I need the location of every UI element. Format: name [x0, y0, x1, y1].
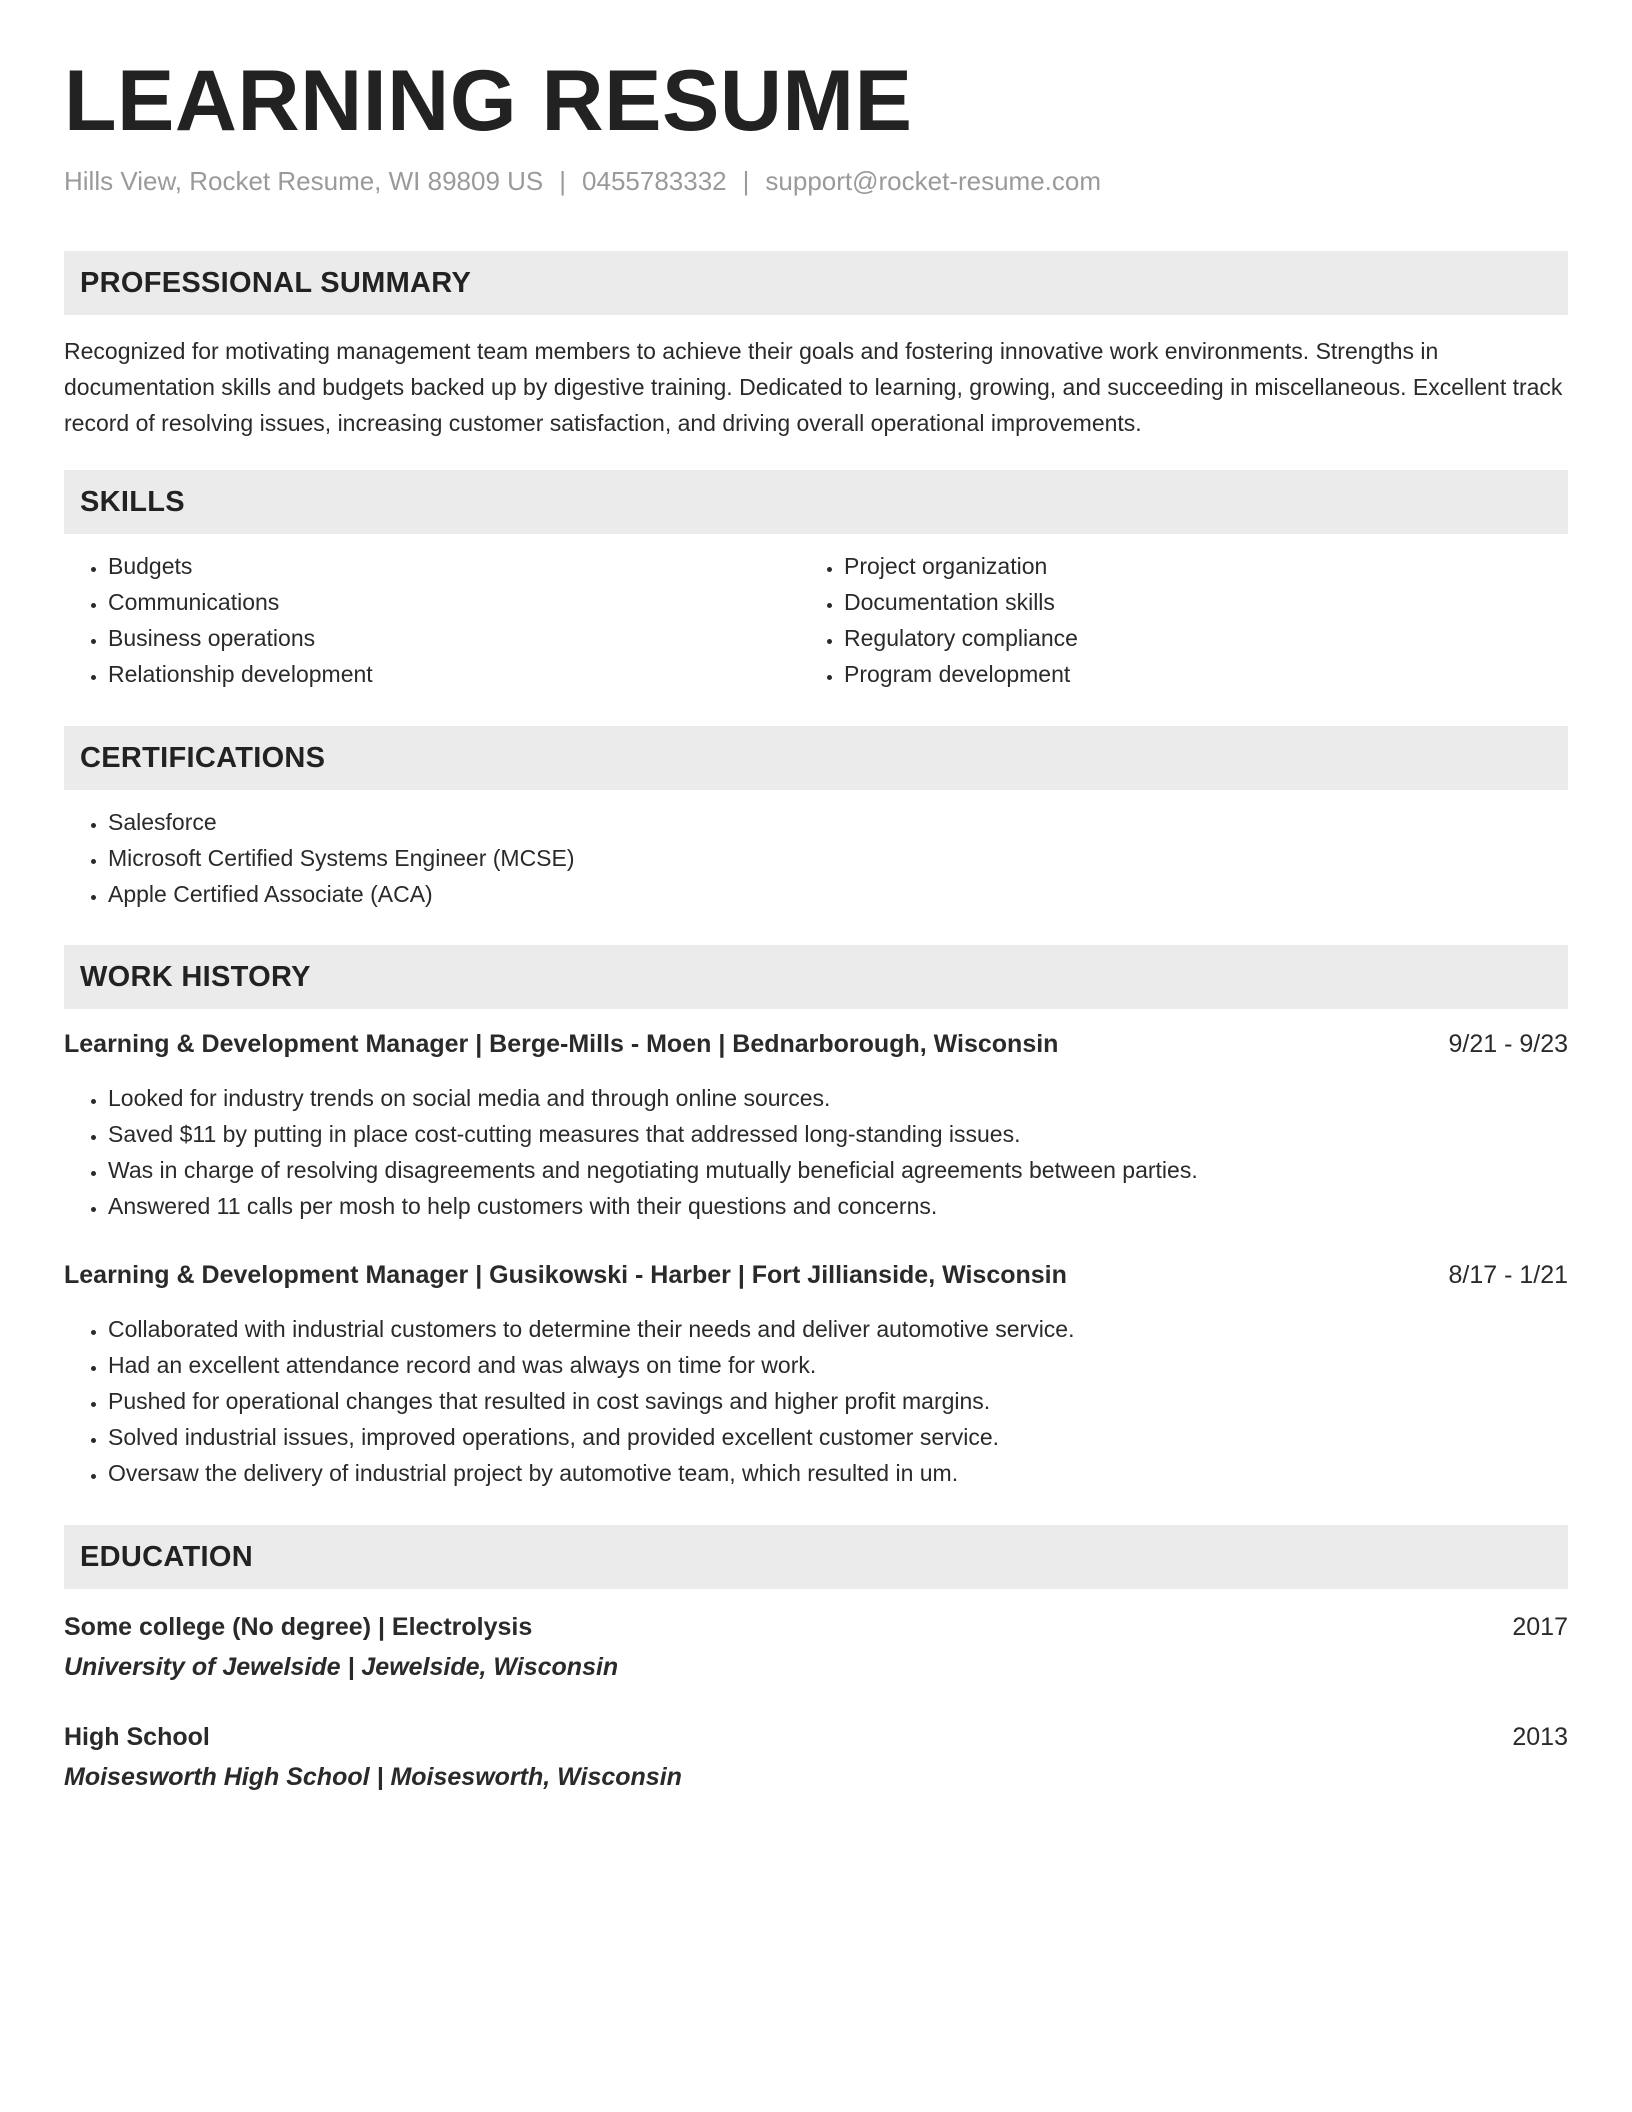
job-header [64, 1257, 1568, 1293]
education-school: University of Jewelside | Jewelside, Wisconsin [64, 1653, 619, 1681]
section-title: CERTIFICATIONS [80, 742, 326, 774]
section-header-education [64, 1525, 1568, 1589]
job-bullet: • Oversaw the delivery of industrial project by automotive team, which resulted in um. [108, 1455, 1568, 1491]
section-title: SKILLS [80, 486, 185, 518]
contact-phone: 0455783332 [582, 166, 727, 196]
job-dates: 8/17 - 1/21 [1448, 1261, 1568, 1289]
section-title: PROFESSIONAL SUMMARY [80, 267, 472, 299]
skill-item: • Communications [108, 584, 798, 620]
certification-item: • Apple Certified Associate (ACA) [108, 876, 1508, 912]
job-bullets [64, 1311, 1568, 1491]
section-header-certifications [64, 726, 1568, 790]
job-title: Learning & Development Manager | Berge-Mills - Moen | Bednarborough, Wisconsin [64, 1030, 1059, 1058]
section-header-skills [64, 470, 1568, 534]
skill-item: • Program development [844, 656, 1544, 692]
education-school: Moisesworth High School | Moisesworth, Wisconsin [64, 1763, 682, 1791]
section-header-work-history [64, 945, 1568, 1009]
skills-list-left [64, 548, 798, 692]
contact-line [64, 166, 1101, 197]
job-bullet: • Was in charge of resolving disagreements and negotiating mutually beneficial agreements between parties. [108, 1152, 1568, 1188]
skill-item: • Business operations [108, 620, 798, 656]
job-header [64, 1026, 1568, 1062]
summary-text: Recognized for motivating management team members to achieve their goals and fostering innovative work environments. Strengths in documentation skills and budgets backed up by digestive training. Dedicated to learning, growing, and succeeding in miscellaneous. Excellent track record of resolving issues, increasing customer satisfaction, and driving overall operational improvements. [64, 338, 1563, 436]
job-bullet: • Saved $11 by putting in place cost-cutting measures that addressed long-standing issues. [108, 1116, 1568, 1152]
job-bullet: • Pushed for operational changes that resulted in cost savings and higher profit margins. [108, 1383, 1568, 1419]
education-degree: Some college (No degree) | Electrolysis [64, 1613, 533, 1641]
education-year: 2013 [1512, 1723, 1568, 1751]
job-bullet: • Solved industrial issues, improved operations, and provided excellent customer service. [108, 1419, 1568, 1455]
skill-item: • Regulatory compliance [844, 620, 1544, 656]
contact-email: support@rocket-resume.com [765, 166, 1102, 196]
skill-item: • Project organization [844, 548, 1544, 584]
job-bullets [64, 1080, 1568, 1224]
contact-separator: | [559, 166, 567, 196]
section-title: WORK HISTORY [80, 961, 311, 993]
skill-item: • Relationship development [108, 656, 798, 692]
job-dates: 9/21 - 9/23 [1448, 1030, 1568, 1058]
job-title: Learning & Development Manager | Gusikowski - Harber | Fort Jillianside, Wisconsin [64, 1261, 1067, 1289]
job-bullet: • Looked for industry trends on social media and through online sources. [108, 1080, 1568, 1116]
job-bullet: • Collaborated with industrial customers to determine their needs and deliver automotive service. [108, 1311, 1568, 1347]
education-year: 2017 [1512, 1613, 1568, 1641]
job-bullet: • Had an excellent attendance record and was always on time for work. [108, 1347, 1568, 1383]
education-header [64, 1609, 1568, 1645]
contact-address: Hills View, Rocket Resume, WI 89809 US [64, 166, 544, 196]
certification-item: • Microsoft Certified Systems Engineer (MCSE) [108, 840, 1508, 876]
education-header [64, 1719, 1568, 1755]
skills-list-right [800, 548, 1544, 692]
skill-item: • Documentation skills [844, 584, 1544, 620]
education-degree: High School [64, 1723, 210, 1751]
certifications-list [64, 804, 1508, 912]
job-bullet: • Answered 11 calls per mosh to help customers with their questions and concerns. [108, 1188, 1568, 1224]
resume-name: LEARNING RESUME [64, 53, 913, 149]
section-header-summary [64, 251, 1568, 315]
certification-item: • Salesforce [108, 804, 1508, 840]
section-title: EDUCATION [80, 1541, 253, 1573]
skill-item: • Budgets [108, 548, 798, 584]
contact-separator: | [742, 166, 750, 196]
